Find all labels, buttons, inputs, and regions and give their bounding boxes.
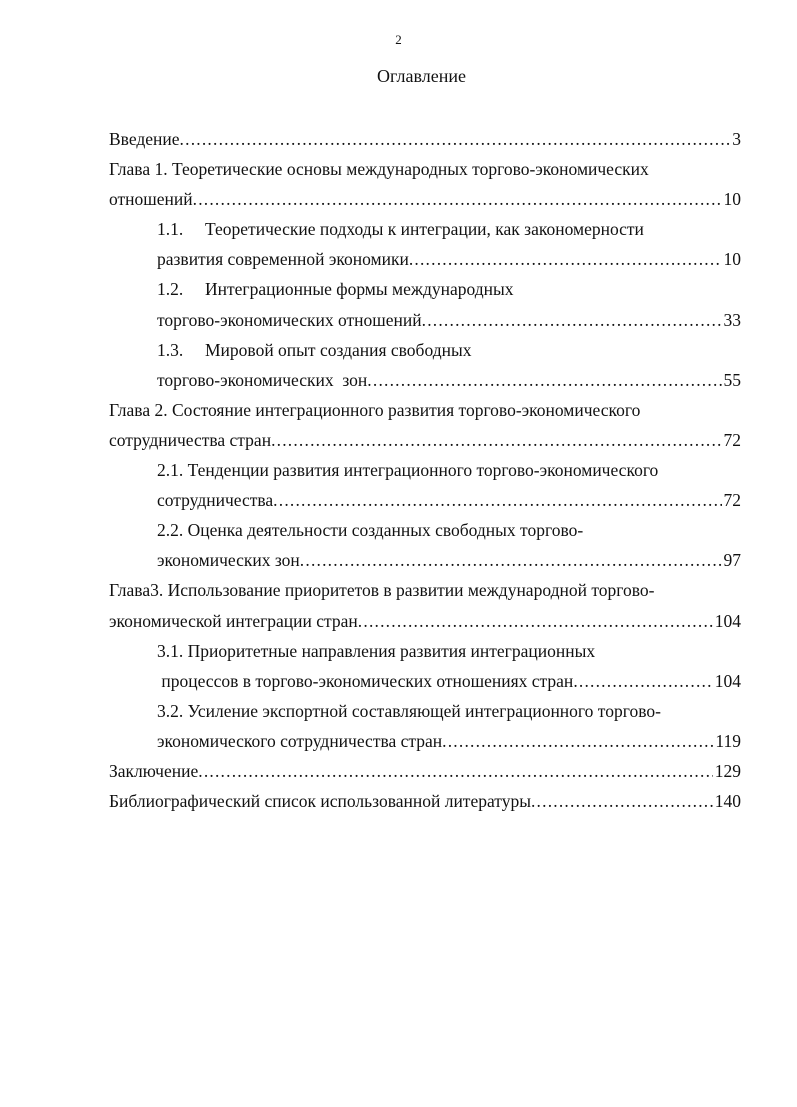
toc-entry-text: Теоретические подходы к интеграции, как закономерности <box>205 219 644 240</box>
toc-entry-text: Глава 1. Теоретические основы международных торгово-экономических <box>109 159 649 180</box>
toc-entry-text: 2.2. Оценка деятельности созданных свободных торгово- <box>157 520 584 541</box>
toc-page-number: 104 <box>714 670 741 691</box>
toc-title: Оглавление <box>377 66 466 86</box>
dot-leader <box>573 666 712 696</box>
toc-entry-text: 3.2. Усиление экспортной составляющей интеграционного торгово- <box>157 700 661 721</box>
dot-leader <box>422 305 722 335</box>
toc-page-number: 72 <box>723 490 741 511</box>
toc-entry-text: Заключение <box>109 760 199 781</box>
section-number: 1.1. <box>157 219 184 240</box>
toc-page-number: 104 <box>714 610 741 631</box>
toc-entry-section-1-2[interactable] <box>109 274 741 334</box>
toc-entry-text: развития современной экономики <box>157 249 409 270</box>
toc-page-number: 72 <box>723 429 741 450</box>
page-number: 2 <box>395 32 402 47</box>
dot-leader <box>531 786 713 816</box>
toc-page-number: 97 <box>723 550 741 571</box>
toc-entry-conclusion[interactable] <box>109 756 741 786</box>
toc-entry-text: Библиографический список использованной литературы <box>109 791 531 812</box>
dot-leader <box>193 184 722 214</box>
toc-entry-text: сотрудничества стран <box>109 429 272 450</box>
dot-leader <box>180 124 731 154</box>
toc-entry-section-2-2[interactable] <box>109 515 741 575</box>
toc-entry-section-3-2[interactable] <box>109 696 741 756</box>
dot-leader <box>409 244 722 274</box>
toc-entry-text: отношений <box>109 189 193 210</box>
toc-entry-text: 3.1. Приоритетные направления развития интеграционных <box>157 640 596 661</box>
toc-page-number: 10 <box>723 249 741 270</box>
toc-page-number: 3 <box>732 129 741 149</box>
dot-leader <box>273 485 721 515</box>
toc-entry-text: торгово-экономических отношений <box>157 309 422 330</box>
dot-leader <box>367 365 721 395</box>
dot-leader <box>300 545 722 575</box>
toc-entry-text: экономических зон <box>157 550 300 571</box>
toc-entry-chapter-2[interactable] <box>109 395 741 455</box>
dot-leader <box>271 425 721 455</box>
toc-entry-section-1-3[interactable] <box>109 335 741 395</box>
toc-entry-chapter-1[interactable] <box>109 154 741 214</box>
toc-entry-text: экономической интеграции стран <box>109 610 358 631</box>
dot-leader <box>198 756 713 786</box>
section-number: 1.3. <box>157 339 184 360</box>
dot-leader <box>442 726 713 756</box>
section-number: 1.2. <box>157 279 184 300</box>
toc-entry-section-3-1[interactable] <box>109 636 741 696</box>
toc-entry-chapter-3[interactable] <box>109 575 741 635</box>
toc-entry-text: Интеграционные формы международных <box>205 279 514 300</box>
toc-entry-introduction[interactable] <box>109 124 741 154</box>
toc-page-number: 10 <box>723 189 741 210</box>
toc-entry-text: Глава3. Использование приоритетов в развитии международной торгово- <box>109 580 655 601</box>
toc-entry-text: торгово-экономических зон <box>157 369 368 390</box>
toc-entry-text: Глава 2. Состояние интеграционного развития торгово-экономического <box>109 399 641 420</box>
toc-page-number: 55 <box>723 369 741 390</box>
toc-entry-text: Введение <box>109 129 180 149</box>
toc-entry-text: 2.1. Тенденции развития интеграционного торгово-экономического <box>157 460 659 481</box>
toc-entry-text: экономического сотрудничества стран <box>157 730 443 751</box>
toc-entry-text: процессов в торгово-экономических отношениях стран <box>157 670 574 691</box>
toc-page-number: 119 <box>715 730 741 751</box>
toc-entry-text: Мировой опыт создания свободных <box>205 339 472 360</box>
toc-entry-bibliography[interactable] <box>109 786 741 816</box>
dot-leader <box>358 606 713 636</box>
toc-page-number: 33 <box>723 309 741 330</box>
table-of-contents <box>109 124 741 816</box>
toc-page-number: 140 <box>714 791 741 812</box>
toc-entry-section-2-1[interactable] <box>109 455 741 515</box>
toc-entry-section-1-1[interactable] <box>109 214 741 274</box>
toc-entry-text: сотрудничества <box>157 490 274 511</box>
toc-page-number: 129 <box>714 760 741 781</box>
